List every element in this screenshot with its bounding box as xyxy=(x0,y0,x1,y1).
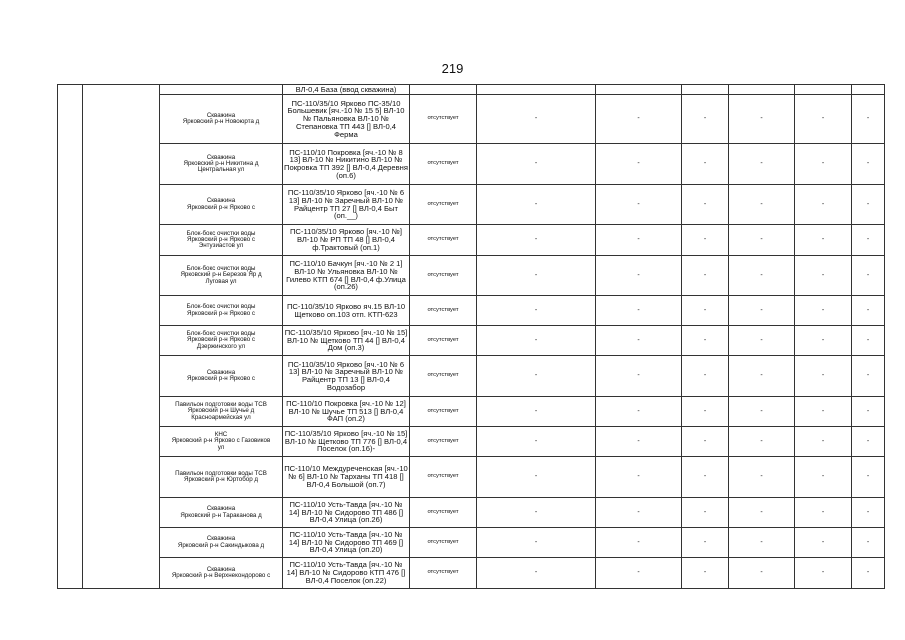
object-cell: Скважина Ярковский р-н Тараканова д xyxy=(160,498,283,528)
status-cell: отсутствует xyxy=(410,356,477,397)
table-row xyxy=(58,185,885,225)
value-cell: - xyxy=(729,498,795,528)
value-cell: - xyxy=(596,528,682,558)
object-cell: Блок-бокс очистки воды Ярковский р-н Березов Яр д Луговая ул xyxy=(160,256,283,296)
source-cell: ПС-110/35/10 Ярково [яч.-10 №] ВЛ-10 № РП ТП 48 [] ВЛ-0,4 ф.Трактовый (оп.1) xyxy=(283,225,410,256)
value-cell: - xyxy=(682,558,729,589)
value-cell: - xyxy=(795,326,852,356)
value-cell: - xyxy=(596,457,682,498)
value-cell xyxy=(477,85,596,95)
value-cell: - xyxy=(596,185,682,225)
status-cell: отсутствует xyxy=(410,326,477,356)
object-cell: Скважина Ярковский р-н Верхнекондорово с xyxy=(160,558,283,589)
source-cell: ПС-110/35/10 Ярково [яч.-10 № 15] ВЛ-10 № Щетково ТП 44 [] ВЛ-0,4 Дом (оп.3) xyxy=(283,326,410,356)
value-cell: - xyxy=(852,528,885,558)
status-cell: отсутствует xyxy=(410,528,477,558)
status-cell: отсутствует xyxy=(410,296,477,326)
source-cell: ПС-110/10 Усть-Тавда [яч.-10 № 14] ВЛ-10 № Сидорово ТП 486 [] ВЛ-0,4 Улица (оп.26) xyxy=(283,498,410,528)
value-cell: - xyxy=(852,296,885,326)
value-cell: - xyxy=(852,95,885,144)
value-cell: - xyxy=(477,185,596,225)
value-cell: - xyxy=(729,95,795,144)
value-cell: - xyxy=(477,558,596,589)
value-cell: - xyxy=(477,528,596,558)
page-number: 219 xyxy=(441,61,464,76)
source-cell: ПС-110/10 Усть-Тавда [яч.-10 № 14] ВЛ-10 № Сидорово КТП 476 [] ВЛ-0,4 Поселок (оп.22) xyxy=(283,558,410,589)
value-cell: - xyxy=(852,185,885,225)
status-cell: отсутствует xyxy=(410,225,477,256)
value-cell: - xyxy=(596,95,682,144)
table-row xyxy=(58,397,885,427)
value-cell: - xyxy=(477,296,596,326)
table-row xyxy=(58,326,885,356)
value-cell: - xyxy=(852,256,885,296)
source-cell: ПС-110/35/10 Ярково [яч.-10 № 6 13] ВЛ-10 № Заречный ВЛ-10 № Райцентр ТП 27 [] ВЛ-0,4 Быт (оп.__) xyxy=(283,185,410,225)
object-cell: Скважина Ярковский р-н Новоюрта д xyxy=(160,95,283,144)
value-cell: - xyxy=(795,498,852,528)
table-row xyxy=(58,256,885,296)
value-cell: - xyxy=(596,427,682,457)
table-row xyxy=(58,498,885,528)
value-cell: - xyxy=(729,427,795,457)
value-cell: - xyxy=(852,457,885,498)
value-cell xyxy=(795,85,852,95)
status-cell: отсутствует xyxy=(410,185,477,225)
object-cell: Скважина Ярковский р-н Ярково с xyxy=(160,185,283,225)
value-cell: - xyxy=(477,397,596,427)
status-cell: отсутствует xyxy=(410,144,477,185)
value-cell: - xyxy=(682,457,729,498)
table-row-first xyxy=(58,85,885,95)
value-cell: - xyxy=(682,296,729,326)
value-cell: - xyxy=(477,95,596,144)
registry-table xyxy=(57,84,885,589)
value-cell: - xyxy=(477,457,596,498)
value-cell: - xyxy=(477,356,596,397)
value-cell: - xyxy=(852,144,885,185)
value-cell: - xyxy=(729,528,795,558)
status-cell xyxy=(410,85,477,95)
object-cell: Блок-бокс очистки воды Ярковский р-н Ярково с Энтузиастов ул xyxy=(160,225,283,256)
value-cell: - xyxy=(477,498,596,528)
value-cell: - xyxy=(795,144,852,185)
value-cell: - xyxy=(596,296,682,326)
value-cell: - xyxy=(682,498,729,528)
value-cell: - xyxy=(852,356,885,397)
object-cell: Павильон подготовки воды ТСВ Ярковский р-н Шучье д Красноармейская ул xyxy=(160,397,283,427)
value-cell: - xyxy=(596,356,682,397)
value-cell: - xyxy=(682,528,729,558)
value-cell: - xyxy=(596,225,682,256)
value-cell: - xyxy=(729,185,795,225)
value-cell: - xyxy=(682,95,729,144)
value-cell: - xyxy=(477,225,596,256)
value-cell: - xyxy=(852,498,885,528)
value-cell: - xyxy=(852,397,885,427)
object-cell: Скважина Ярковский р-н Ярково с xyxy=(160,356,283,397)
source-cell: ВЛ-0,4 База (ввод скважина) xyxy=(283,85,410,95)
value-cell: - xyxy=(682,356,729,397)
object-cell: КНС Ярковский р-н Ярково с Газовиков ул xyxy=(160,427,283,457)
source-cell: ПС-110/35/10 Ярково ПС-35/10 Большевик [яч.-10 № 15 5] ВЛ-10 № Пальяновка ВЛ-10 № Степановка ТП 443 [] ВЛ-0,4 Ферма xyxy=(283,95,410,144)
object-cell: Скважина Ярковский р-н Сакиндыкова д xyxy=(160,528,283,558)
value-cell: - xyxy=(795,185,852,225)
source-cell: ПС-110/10 Междуреченская [яч.-10 № 6] ВЛ-10 № Тарханы ТП 418 [] ВЛ-0,4 Большой (оп.7) xyxy=(283,457,410,498)
value-cell xyxy=(852,85,885,95)
source-cell: ПС-110/10 Покровка [яч.-10 № 12] ВЛ-10 № Шучье ТП 513 [] ВЛ-0,4 ФАП (оп.2) xyxy=(283,397,410,427)
table-row xyxy=(58,95,885,144)
object-cell: Блок-бокс очистки воды Ярковский р-н Ярково с xyxy=(160,296,283,326)
object-cell: Павильон подготовки воды ТСВ Ярковский р-н Юртобор д xyxy=(160,457,283,498)
value-cell: - xyxy=(596,144,682,185)
value-cell: - xyxy=(795,558,852,589)
value-cell: - xyxy=(729,397,795,427)
value-cell: - xyxy=(795,356,852,397)
status-cell: отсутствует xyxy=(410,256,477,296)
value-cell: - xyxy=(795,256,852,296)
status-cell: отсутствует xyxy=(410,397,477,427)
source-cell: ПС-110/10 Бачкун [яч.-10 № 2 1] ВЛ-10 № Ульяновка ВЛ-10 № Гилево КТП 674 [] ВЛ-0,4 ф.Улица (оп.26) xyxy=(283,256,410,296)
table-row xyxy=(58,356,885,397)
table-row xyxy=(58,225,885,256)
value-cell: - xyxy=(795,528,852,558)
source-cell: ПС-110/10 Покровка [яч.-10 № 8 13] ВЛ-10 № Никитино ВЛ-10 № Покровка ТП 392 [] ВЛ-0,4 Деревня (оп.6) xyxy=(283,144,410,185)
value-cell: - xyxy=(729,256,795,296)
value-cell xyxy=(596,85,682,95)
value-cell: - xyxy=(682,427,729,457)
table-row xyxy=(58,427,885,457)
value-cell: - xyxy=(477,256,596,296)
value-cell: - xyxy=(596,498,682,528)
value-cell: - xyxy=(795,225,852,256)
value-cell: - xyxy=(852,558,885,589)
table-body xyxy=(58,85,885,589)
source-cell: ПС-110/35/10 Ярково [яч.-10 № 15] ВЛ-10 № Щетково ТП 776 [] ВЛ-0,4 Поселок (оп.16)- xyxy=(283,427,410,457)
value-cell: - xyxy=(682,144,729,185)
value-cell xyxy=(729,85,795,95)
value-cell: - xyxy=(682,225,729,256)
object-cell: Блок-бокс очистки воды Ярковский р-н Ярково с Дзержинского ул xyxy=(160,326,283,356)
table-row xyxy=(58,144,885,185)
value-cell: - xyxy=(682,326,729,356)
value-cell: - xyxy=(682,397,729,427)
value-cell: - xyxy=(729,326,795,356)
table-row xyxy=(58,528,885,558)
value-cell: - xyxy=(596,326,682,356)
value-cell: - xyxy=(596,256,682,296)
object-cell: Скважина Ярковский р-н Никитина д Центральная ул xyxy=(160,144,283,185)
value-cell: - xyxy=(729,457,795,498)
value-cell: - xyxy=(729,356,795,397)
name-cell xyxy=(83,85,160,589)
value-cell: - xyxy=(852,326,885,356)
source-cell: ПС-110/10 Усть-Тавда [яч.-10 № 14] ВЛ-10 № Сидорово ТП 469 [] ВЛ-0,4 Улица (оп.20) xyxy=(283,528,410,558)
value-cell: - xyxy=(729,296,795,326)
status-cell: отсутствует xyxy=(410,95,477,144)
value-cell: - xyxy=(477,326,596,356)
value-cell: - xyxy=(795,427,852,457)
value-cell: - xyxy=(795,95,852,144)
value-cell: - xyxy=(682,256,729,296)
value-cell: - xyxy=(729,225,795,256)
value-cell: - xyxy=(729,558,795,589)
value-cell: - xyxy=(795,457,852,498)
value-cell: - xyxy=(477,144,596,185)
value-cell: - xyxy=(795,397,852,427)
value-cell: - xyxy=(795,296,852,326)
value-cell: - xyxy=(682,185,729,225)
object-cell xyxy=(160,85,283,95)
value-cell: - xyxy=(596,397,682,427)
status-cell: отсутствует xyxy=(410,457,477,498)
source-cell: ПС-110/35/10 Ярково яч.15 ВЛ-10 Щетково оп.103 отп. КТП-623 xyxy=(283,296,410,326)
source-cell: ПС-110/35/10 Ярково [яч.-10 № 6 13] ВЛ-10 № Заречный ВЛ-10 № Райцентр ТП 13 [] ВЛ-0,4 Водозабор xyxy=(283,356,410,397)
status-cell: отсутствует xyxy=(410,498,477,528)
table-row xyxy=(58,296,885,326)
value-cell: - xyxy=(852,225,885,256)
table-row xyxy=(58,457,885,498)
status-cell: отсутствует xyxy=(410,427,477,457)
value-cell xyxy=(682,85,729,95)
value-cell: - xyxy=(596,558,682,589)
value-cell: - xyxy=(729,144,795,185)
table-row xyxy=(58,558,885,589)
number-cell xyxy=(58,85,83,589)
value-cell: - xyxy=(477,427,596,457)
status-cell: отсутствует xyxy=(410,558,477,589)
value-cell: - xyxy=(852,427,885,457)
